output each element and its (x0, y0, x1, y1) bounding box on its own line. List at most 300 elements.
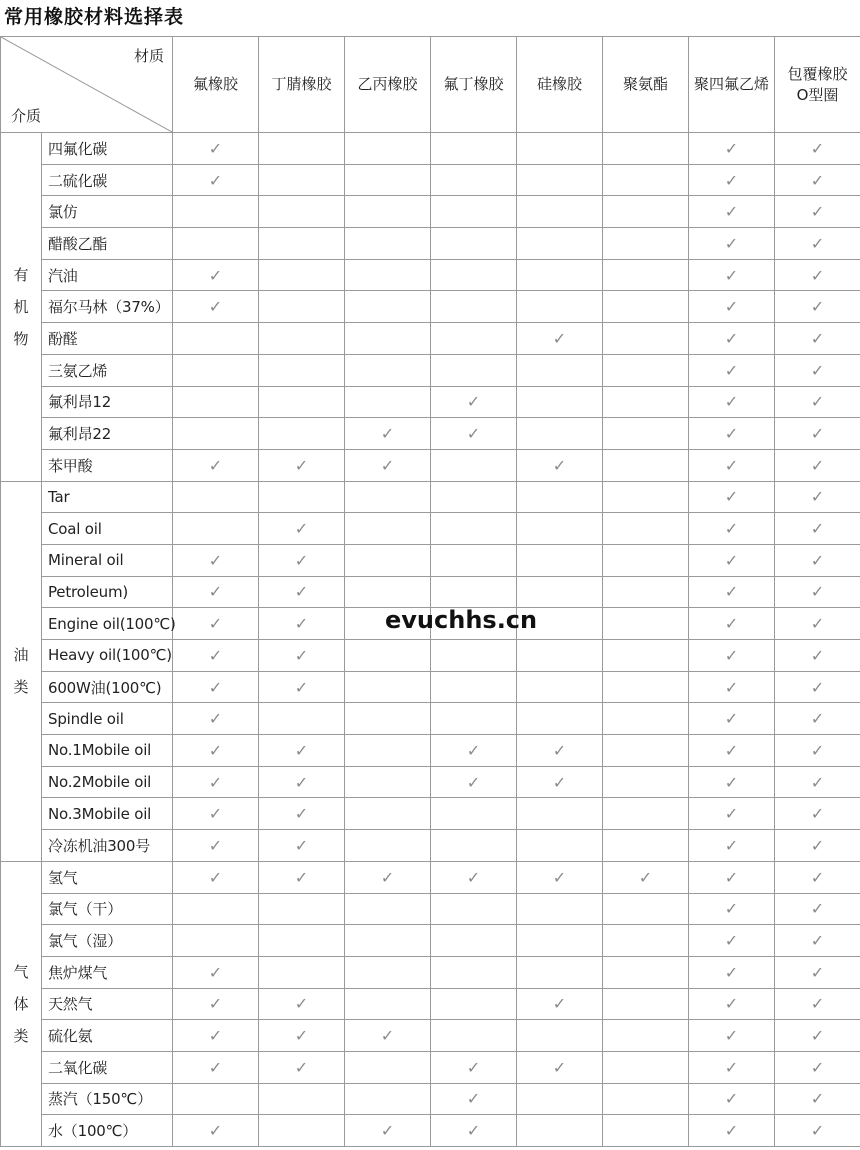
compatibility-cell (603, 766, 689, 798)
check-mark-icon: ✓ (380, 424, 395, 444)
check-mark-icon: ✓ (294, 804, 309, 824)
check-mark-icon: ✓ (466, 772, 481, 792)
compatibility-cell (345, 766, 431, 798)
category-label (1, 133, 42, 482)
compatibility-cell (431, 259, 517, 291)
check-mark-icon: ✓ (724, 519, 739, 539)
check-mark-icon: ✓ (810, 138, 825, 158)
column-header: 聚氨酯 (603, 37, 689, 133)
medium-name-cell: 水（100℃） (42, 1115, 173, 1147)
compatibility-cell (345, 861, 431, 893)
compatibility-cell (689, 735, 775, 767)
check-mark-icon: ✓ (294, 550, 309, 570)
medium-name-cell: 氟利昂22 (42, 418, 173, 450)
compatibility-cell (259, 196, 345, 228)
category-label (1, 481, 42, 861)
compatibility-cell (603, 196, 689, 228)
check-mark-icon: ✓ (724, 740, 739, 760)
check-mark-icon: ✓ (810, 804, 825, 824)
table-row (1, 323, 860, 355)
compatibility-cell (689, 259, 775, 291)
compatibility-cell (775, 766, 860, 798)
compatibility-cell (259, 703, 345, 735)
category-label-char: 物 (13, 329, 29, 348)
compatibility-cell (517, 640, 603, 672)
compatibility-cell (775, 513, 860, 545)
compatibility-cell (603, 608, 689, 640)
compatibility-cell (689, 133, 775, 165)
check-mark-icon: ✓ (380, 867, 395, 887)
category-label-char: 气 (13, 962, 29, 981)
check-mark-icon: ✓ (294, 677, 309, 697)
check-mark-icon: ✓ (724, 265, 739, 285)
check-mark-icon: ✓ (810, 265, 825, 285)
compatibility-cell (775, 1051, 860, 1083)
compatibility-cell (689, 386, 775, 418)
table-row (1, 766, 860, 798)
compatibility-cell (517, 1115, 603, 1147)
check-mark-icon: ✓ (380, 1121, 395, 1141)
compatibility-cell (431, 323, 517, 355)
compatibility-cell (173, 735, 259, 767)
compatibility-cell (689, 798, 775, 830)
compatibility-cell (603, 291, 689, 323)
compatibility-cell (345, 1051, 431, 1083)
compatibility-cell (603, 925, 689, 957)
medium-name-cell: No.3Mobile oil (42, 798, 173, 830)
compatibility-cell (775, 893, 860, 925)
compatibility-cell (517, 196, 603, 228)
check-mark-icon: ✓ (208, 804, 223, 824)
compatibility-cell (775, 703, 860, 735)
compatibility-cell (775, 449, 860, 481)
check-mark-icon: ✓ (810, 772, 825, 792)
table-row (1, 988, 860, 1020)
compatibility-cell (517, 354, 603, 386)
check-mark-icon: ✓ (208, 835, 223, 855)
check-mark-icon: ✓ (294, 1057, 309, 1077)
check-mark-icon: ✓ (724, 899, 739, 919)
check-mark-icon: ✓ (810, 709, 825, 729)
check-mark-icon: ✓ (724, 582, 739, 602)
compatibility-cell (775, 671, 860, 703)
compatibility-cell (345, 988, 431, 1020)
check-mark-icon: ✓ (724, 202, 739, 222)
compatibility-cell (431, 164, 517, 196)
medium-axis-label: 介质 (11, 107, 42, 125)
compatibility-cell (431, 291, 517, 323)
compatibility-cell (431, 1083, 517, 1115)
check-mark-icon: ✓ (810, 1089, 825, 1109)
check-mark-icon: ✓ (724, 994, 739, 1014)
watermark-text: evuchhs.cn (385, 606, 538, 634)
check-mark-icon: ✓ (724, 360, 739, 380)
medium-name-cell: 氯气（干） (42, 893, 173, 925)
compatibility-cell (173, 196, 259, 228)
compatibility-cell (173, 1115, 259, 1147)
table-row (1, 861, 860, 893)
compatibility-cell (173, 988, 259, 1020)
compatibility-cell (345, 196, 431, 228)
compatibility-cell (173, 323, 259, 355)
check-mark-icon: ✓ (552, 867, 567, 887)
medium-name-cell: 醋酸乙酯 (42, 228, 173, 260)
medium-name-cell: Petroleum) (42, 576, 173, 608)
compatibility-cell (259, 671, 345, 703)
compatibility-cell (775, 640, 860, 672)
check-mark-icon: ✓ (552, 740, 567, 760)
medium-name-cell: 四氟化碳 (42, 133, 173, 165)
compatibility-cell (603, 354, 689, 386)
compatibility-cell (517, 861, 603, 893)
compatibility-cell (603, 956, 689, 988)
compatibility-cell (259, 354, 345, 386)
check-mark-icon: ✓ (810, 360, 825, 380)
compatibility-cell (517, 544, 603, 576)
check-mark-icon: ✓ (208, 1026, 223, 1046)
corner-header-cell (1, 37, 173, 133)
medium-name-cell: 二氧化碳 (42, 1051, 173, 1083)
check-mark-icon: ✓ (810, 677, 825, 697)
medium-name-cell: 蒸汽（150℃） (42, 1083, 173, 1115)
material-selection-table (0, 36, 860, 1147)
compatibility-cell (775, 196, 860, 228)
compatibility-cell (173, 830, 259, 862)
compatibility-cell (431, 228, 517, 260)
compatibility-cell (431, 386, 517, 418)
compatibility-cell (345, 640, 431, 672)
medium-name-cell: 氯气（湿） (42, 925, 173, 957)
table-row (1, 1115, 860, 1147)
compatibility-cell (345, 1083, 431, 1115)
medium-name-cell: 硫化氨 (42, 1020, 173, 1052)
compatibility-cell (173, 608, 259, 640)
check-mark-icon: ✓ (810, 392, 825, 412)
table-row (1, 893, 860, 925)
compatibility-cell (517, 1051, 603, 1083)
compatibility-cell (259, 164, 345, 196)
compatibility-cell (689, 228, 775, 260)
compatibility-cell (345, 418, 431, 450)
medium-name-cell: 汽油 (42, 259, 173, 291)
compatibility-cell (345, 671, 431, 703)
compatibility-cell (173, 228, 259, 260)
compatibility-cell (345, 259, 431, 291)
compatibility-cell (173, 640, 259, 672)
compatibility-cell (775, 1020, 860, 1052)
compatibility-cell (259, 798, 345, 830)
compatibility-cell (431, 481, 517, 513)
compatibility-cell (689, 703, 775, 735)
check-mark-icon: ✓ (810, 1121, 825, 1141)
check-mark-icon: ✓ (208, 677, 223, 697)
compatibility-cell (689, 1020, 775, 1052)
check-mark-icon: ✓ (724, 772, 739, 792)
compatibility-cell (603, 449, 689, 481)
compatibility-cell (689, 291, 775, 323)
compatibility-cell (517, 418, 603, 450)
compatibility-cell (775, 133, 860, 165)
compatibility-cell (775, 323, 860, 355)
medium-name-cell: 600W油(100℃) (42, 671, 173, 703)
compatibility-cell (431, 798, 517, 830)
category-label-char: 油 (13, 646, 29, 665)
check-mark-icon: ✓ (380, 1026, 395, 1046)
table-row (1, 956, 860, 988)
check-mark-icon: ✓ (810, 931, 825, 951)
medium-name-cell: 焦炉煤气 (42, 956, 173, 988)
medium-name-cell: Engine oil(100℃) (42, 608, 173, 640)
compatibility-cell (689, 925, 775, 957)
category-label (1, 861, 42, 1146)
compatibility-cell (173, 703, 259, 735)
compatibility-cell (603, 893, 689, 925)
table-row (1, 449, 860, 481)
medium-name-cell: 氟利昂12 (42, 386, 173, 418)
check-mark-icon: ✓ (466, 1121, 481, 1141)
compatibility-cell (173, 418, 259, 450)
compatibility-cell (259, 925, 345, 957)
column-header: 包覆橡胶O型圈 (775, 37, 860, 133)
compatibility-cell (775, 228, 860, 260)
table-row (1, 418, 860, 450)
compatibility-cell (689, 956, 775, 988)
compatibility-cell (517, 925, 603, 957)
compatibility-cell (431, 1020, 517, 1052)
compatibility-cell (259, 544, 345, 576)
compatibility-cell (173, 1051, 259, 1083)
check-mark-icon: ✓ (208, 772, 223, 792)
compatibility-cell (603, 576, 689, 608)
check-mark-icon: ✓ (810, 328, 825, 348)
compatibility-cell (345, 449, 431, 481)
check-mark-icon: ✓ (724, 614, 739, 634)
check-mark-icon: ✓ (552, 772, 567, 792)
table-row (1, 735, 860, 767)
compatibility-cell (173, 576, 259, 608)
compatibility-cell (259, 259, 345, 291)
compatibility-cell (689, 1115, 775, 1147)
compatibility-cell (173, 1083, 259, 1115)
check-mark-icon: ✓ (724, 487, 739, 507)
compatibility-cell (431, 735, 517, 767)
compatibility-cell (345, 228, 431, 260)
check-mark-icon: ✓ (810, 962, 825, 982)
compatibility-cell (431, 418, 517, 450)
header-row (1, 37, 860, 133)
compatibility-cell (345, 893, 431, 925)
compatibility-cell (259, 1020, 345, 1052)
compatibility-cell (173, 1020, 259, 1052)
check-mark-icon: ✓ (466, 867, 481, 887)
category-label-char: 机 (13, 297, 29, 316)
check-mark-icon: ✓ (724, 297, 739, 317)
compatibility-cell (603, 164, 689, 196)
check-mark-icon: ✓ (294, 582, 309, 602)
check-mark-icon: ✓ (810, 899, 825, 919)
compatibility-cell (431, 703, 517, 735)
check-mark-icon: ✓ (724, 645, 739, 665)
check-mark-icon: ✓ (294, 772, 309, 792)
compatibility-cell (689, 323, 775, 355)
check-mark-icon: ✓ (552, 328, 567, 348)
compatibility-cell (173, 354, 259, 386)
check-mark-icon: ✓ (724, 455, 739, 475)
check-mark-icon: ✓ (724, 392, 739, 412)
compatibility-cell (173, 956, 259, 988)
compatibility-cell (259, 861, 345, 893)
check-mark-icon: ✓ (208, 1057, 223, 1077)
check-mark-icon: ✓ (294, 835, 309, 855)
compatibility-cell (259, 735, 345, 767)
compatibility-cell (431, 893, 517, 925)
table-row (1, 1083, 860, 1115)
table-row (1, 259, 860, 291)
check-mark-icon: ✓ (810, 455, 825, 475)
medium-name-cell: Coal oil (42, 513, 173, 545)
compatibility-cell (345, 576, 431, 608)
compatibility-cell (689, 893, 775, 925)
compatibility-cell (259, 893, 345, 925)
compatibility-cell (431, 766, 517, 798)
compatibility-cell (689, 1083, 775, 1115)
compatibility-cell (517, 133, 603, 165)
check-mark-icon: ✓ (208, 1121, 223, 1141)
compatibility-cell (603, 861, 689, 893)
compatibility-cell (431, 1051, 517, 1083)
compatibility-cell (603, 418, 689, 450)
check-mark-icon: ✓ (724, 804, 739, 824)
table-row (1, 513, 860, 545)
compatibility-cell (259, 608, 345, 640)
compatibility-cell (689, 576, 775, 608)
compatibility-cell (173, 671, 259, 703)
compatibility-cell (775, 798, 860, 830)
table-row (1, 576, 860, 608)
compatibility-cell (259, 988, 345, 1020)
compatibility-cell (603, 1051, 689, 1083)
compatibility-cell (431, 133, 517, 165)
compatibility-cell (259, 291, 345, 323)
table-row (1, 354, 860, 386)
category-label-char: 类 (13, 1026, 29, 1045)
table-row (1, 386, 860, 418)
table-row (1, 703, 860, 735)
table-row (1, 164, 860, 196)
compatibility-cell (431, 671, 517, 703)
compatibility-cell (345, 1115, 431, 1147)
table-row (1, 925, 860, 957)
category-label-char: 类 (13, 678, 29, 697)
compatibility-cell (689, 671, 775, 703)
compatibility-cell (689, 861, 775, 893)
check-mark-icon: ✓ (810, 519, 825, 539)
compatibility-cell (517, 766, 603, 798)
compatibility-cell (517, 323, 603, 355)
compatibility-cell (173, 766, 259, 798)
compatibility-cell (517, 735, 603, 767)
table-row (1, 133, 860, 165)
check-mark-icon: ✓ (724, 1026, 739, 1046)
compatibility-cell (775, 259, 860, 291)
check-mark-icon: ✓ (810, 740, 825, 760)
check-mark-icon: ✓ (810, 614, 825, 634)
medium-name-cell: Heavy oil(100℃) (42, 640, 173, 672)
column-header: 乙丙橡胶 (345, 37, 431, 133)
compatibility-cell (431, 1115, 517, 1147)
compatibility-cell (345, 1020, 431, 1052)
compatibility-cell (775, 576, 860, 608)
compatibility-cell (775, 544, 860, 576)
check-mark-icon: ✓ (294, 614, 309, 634)
compatibility-cell (345, 830, 431, 862)
compatibility-cell (603, 513, 689, 545)
check-mark-icon: ✓ (208, 265, 223, 285)
medium-name-cell: Mineral oil (42, 544, 173, 576)
compatibility-cell (775, 988, 860, 1020)
check-mark-icon: ✓ (208, 170, 223, 190)
check-mark-icon: ✓ (208, 550, 223, 570)
compatibility-cell (173, 164, 259, 196)
compatibility-cell (259, 323, 345, 355)
check-mark-icon: ✓ (810, 867, 825, 887)
check-mark-icon: ✓ (724, 962, 739, 982)
compatibility-cell (345, 956, 431, 988)
compatibility-cell (603, 259, 689, 291)
medium-name-cell: 三氨乙烯 (42, 354, 173, 386)
compatibility-cell (603, 481, 689, 513)
material-axis-label: 材质 (133, 47, 164, 65)
compatibility-cell (517, 576, 603, 608)
check-mark-icon: ✓ (208, 740, 223, 760)
compatibility-cell (431, 354, 517, 386)
compatibility-cell (431, 988, 517, 1020)
check-mark-icon: ✓ (810, 1057, 825, 1077)
compatibility-cell (431, 956, 517, 988)
compatibility-cell (517, 228, 603, 260)
compatibility-cell (603, 830, 689, 862)
check-mark-icon: ✓ (724, 867, 739, 887)
compatibility-cell (775, 830, 860, 862)
check-mark-icon: ✓ (208, 645, 223, 665)
medium-name-cell: 酚醛 (42, 323, 173, 355)
table-row (1, 291, 860, 323)
compatibility-cell (689, 481, 775, 513)
compatibility-cell (603, 798, 689, 830)
compatibility-cell (259, 449, 345, 481)
check-mark-icon: ✓ (208, 962, 223, 982)
compatibility-cell (603, 735, 689, 767)
compatibility-cell (345, 735, 431, 767)
check-mark-icon: ✓ (294, 519, 309, 539)
column-header: 氟丁橡胶 (431, 37, 517, 133)
compatibility-cell (173, 544, 259, 576)
compatibility-cell (517, 703, 603, 735)
check-mark-icon: ✓ (208, 709, 223, 729)
compatibility-cell (345, 133, 431, 165)
compatibility-cell (517, 259, 603, 291)
compatibility-cell (689, 544, 775, 576)
compatibility-cell (603, 1115, 689, 1147)
compatibility-cell (431, 544, 517, 576)
compatibility-cell (259, 766, 345, 798)
compatibility-cell (517, 386, 603, 418)
medium-name-cell: 氯仿 (42, 196, 173, 228)
compatibility-cell (517, 164, 603, 196)
compatibility-cell (775, 608, 860, 640)
compatibility-cell (517, 893, 603, 925)
compatibility-cell (775, 164, 860, 196)
